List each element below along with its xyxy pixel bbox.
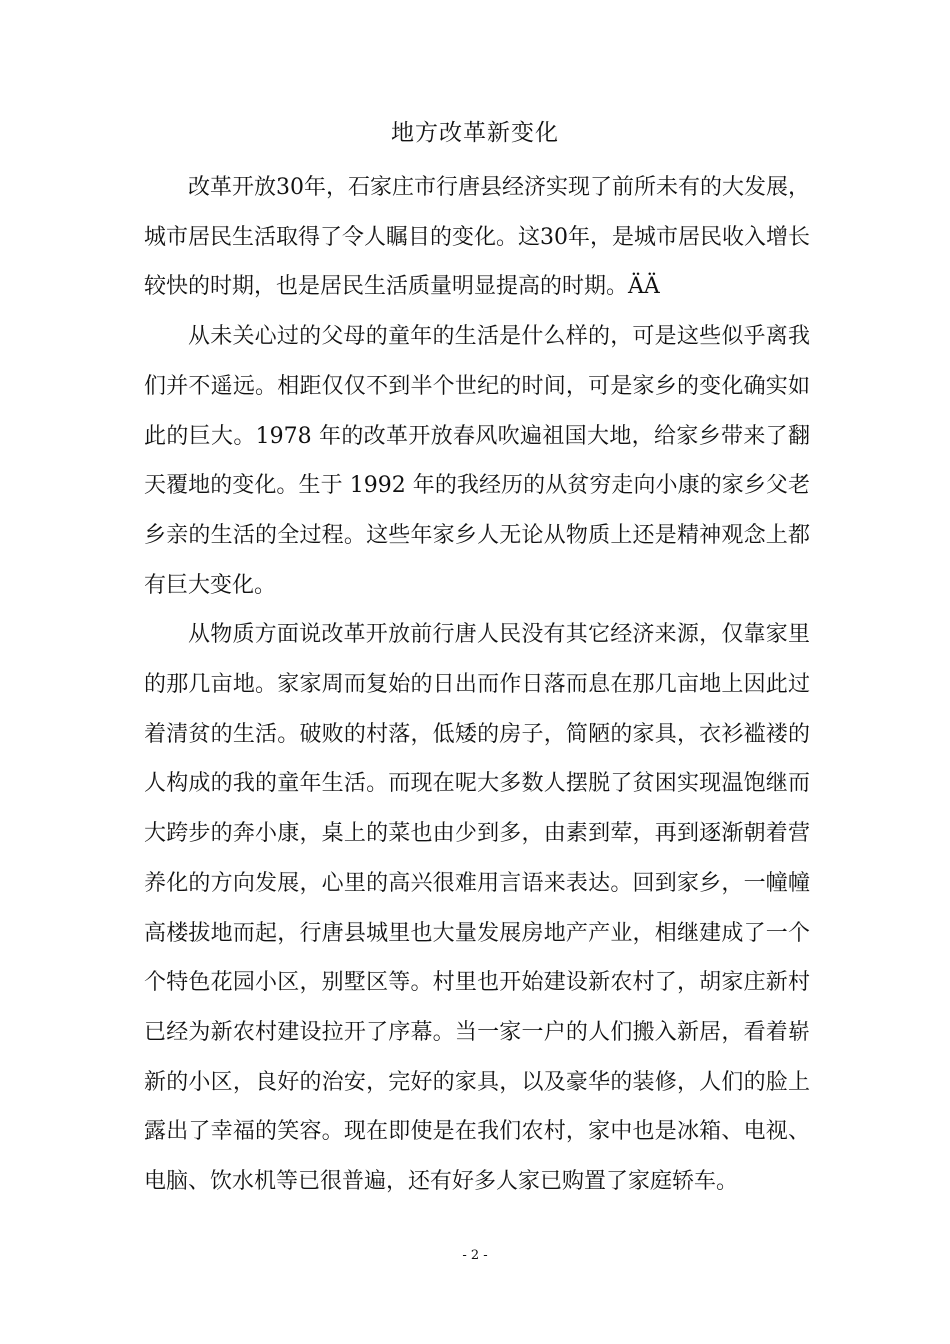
paragraph-1: 改革开放30年，石家庄市行唐县经济实现了前所未有的大发展，城市居民生活取得了令人瞩目的变化。这30年，是城市居民收入增长较快的时期，也是居民生活质量明显提高的时期。ÄÄ xyxy=(144,175,810,300)
document-body xyxy=(144,163,810,1207)
page-title: 地方改革新变化 xyxy=(391,120,559,146)
paragraph-3: 从物质方面说改革开放前行唐人民没有其它经济来源，仅靠家里的那几亩地。家家周而复始的日出而作日落而息在那几亩地上因此过着清贫的生活。破败的村落，低矮的房子，简陋的家具，衣衫褴褛的人构成的我的童年生活。而现在呢大多数人摆脱了贫困实现温饱继而大跨步的奔小康，桌上的菜也由少到多，由素到荤，再到逐渐朝着营养化的方向发展，心里的高兴很难用言语来表达。回到家乡，一幢幢高楼拔地而起，行唐县城里也大量发展房地产产业，相继建成了一个个特色花园小区，别墅区等。村里也开始建设新农村了，胡家庄新村已经为新农村建设拉开了序幕。当一家一户的人们搬入新居，看着崭新的小区，良好的治安，完好的家具，以及豪华的装修，人们的脸上露出了幸福的笑容。现在即使是在我们农村，家中也是冰箱、电视、电脑、饮水机等已很普遍，还有好多人家已购置了家庭轿车。 xyxy=(144,622,810,1195)
page-number: - 2 - xyxy=(462,1248,488,1263)
paragraph-2: 从未关心过的父母的童年的生活是什么样的，可是这些似乎离我们并不遥远。相距仅仅不到半个世纪的时间，可是家乡的变化确实如此的巨大。1978 年的改革开放春风吹遍祖国大地，给家乡带来了翻天覆地的变化。生于 1992 年的我经历的从贫穷走向小康的家乡父老乡亲的生活的全过程。这些年家乡人无论从物质上还是精神观念上都有巨大变化。 xyxy=(144,324,810,598)
